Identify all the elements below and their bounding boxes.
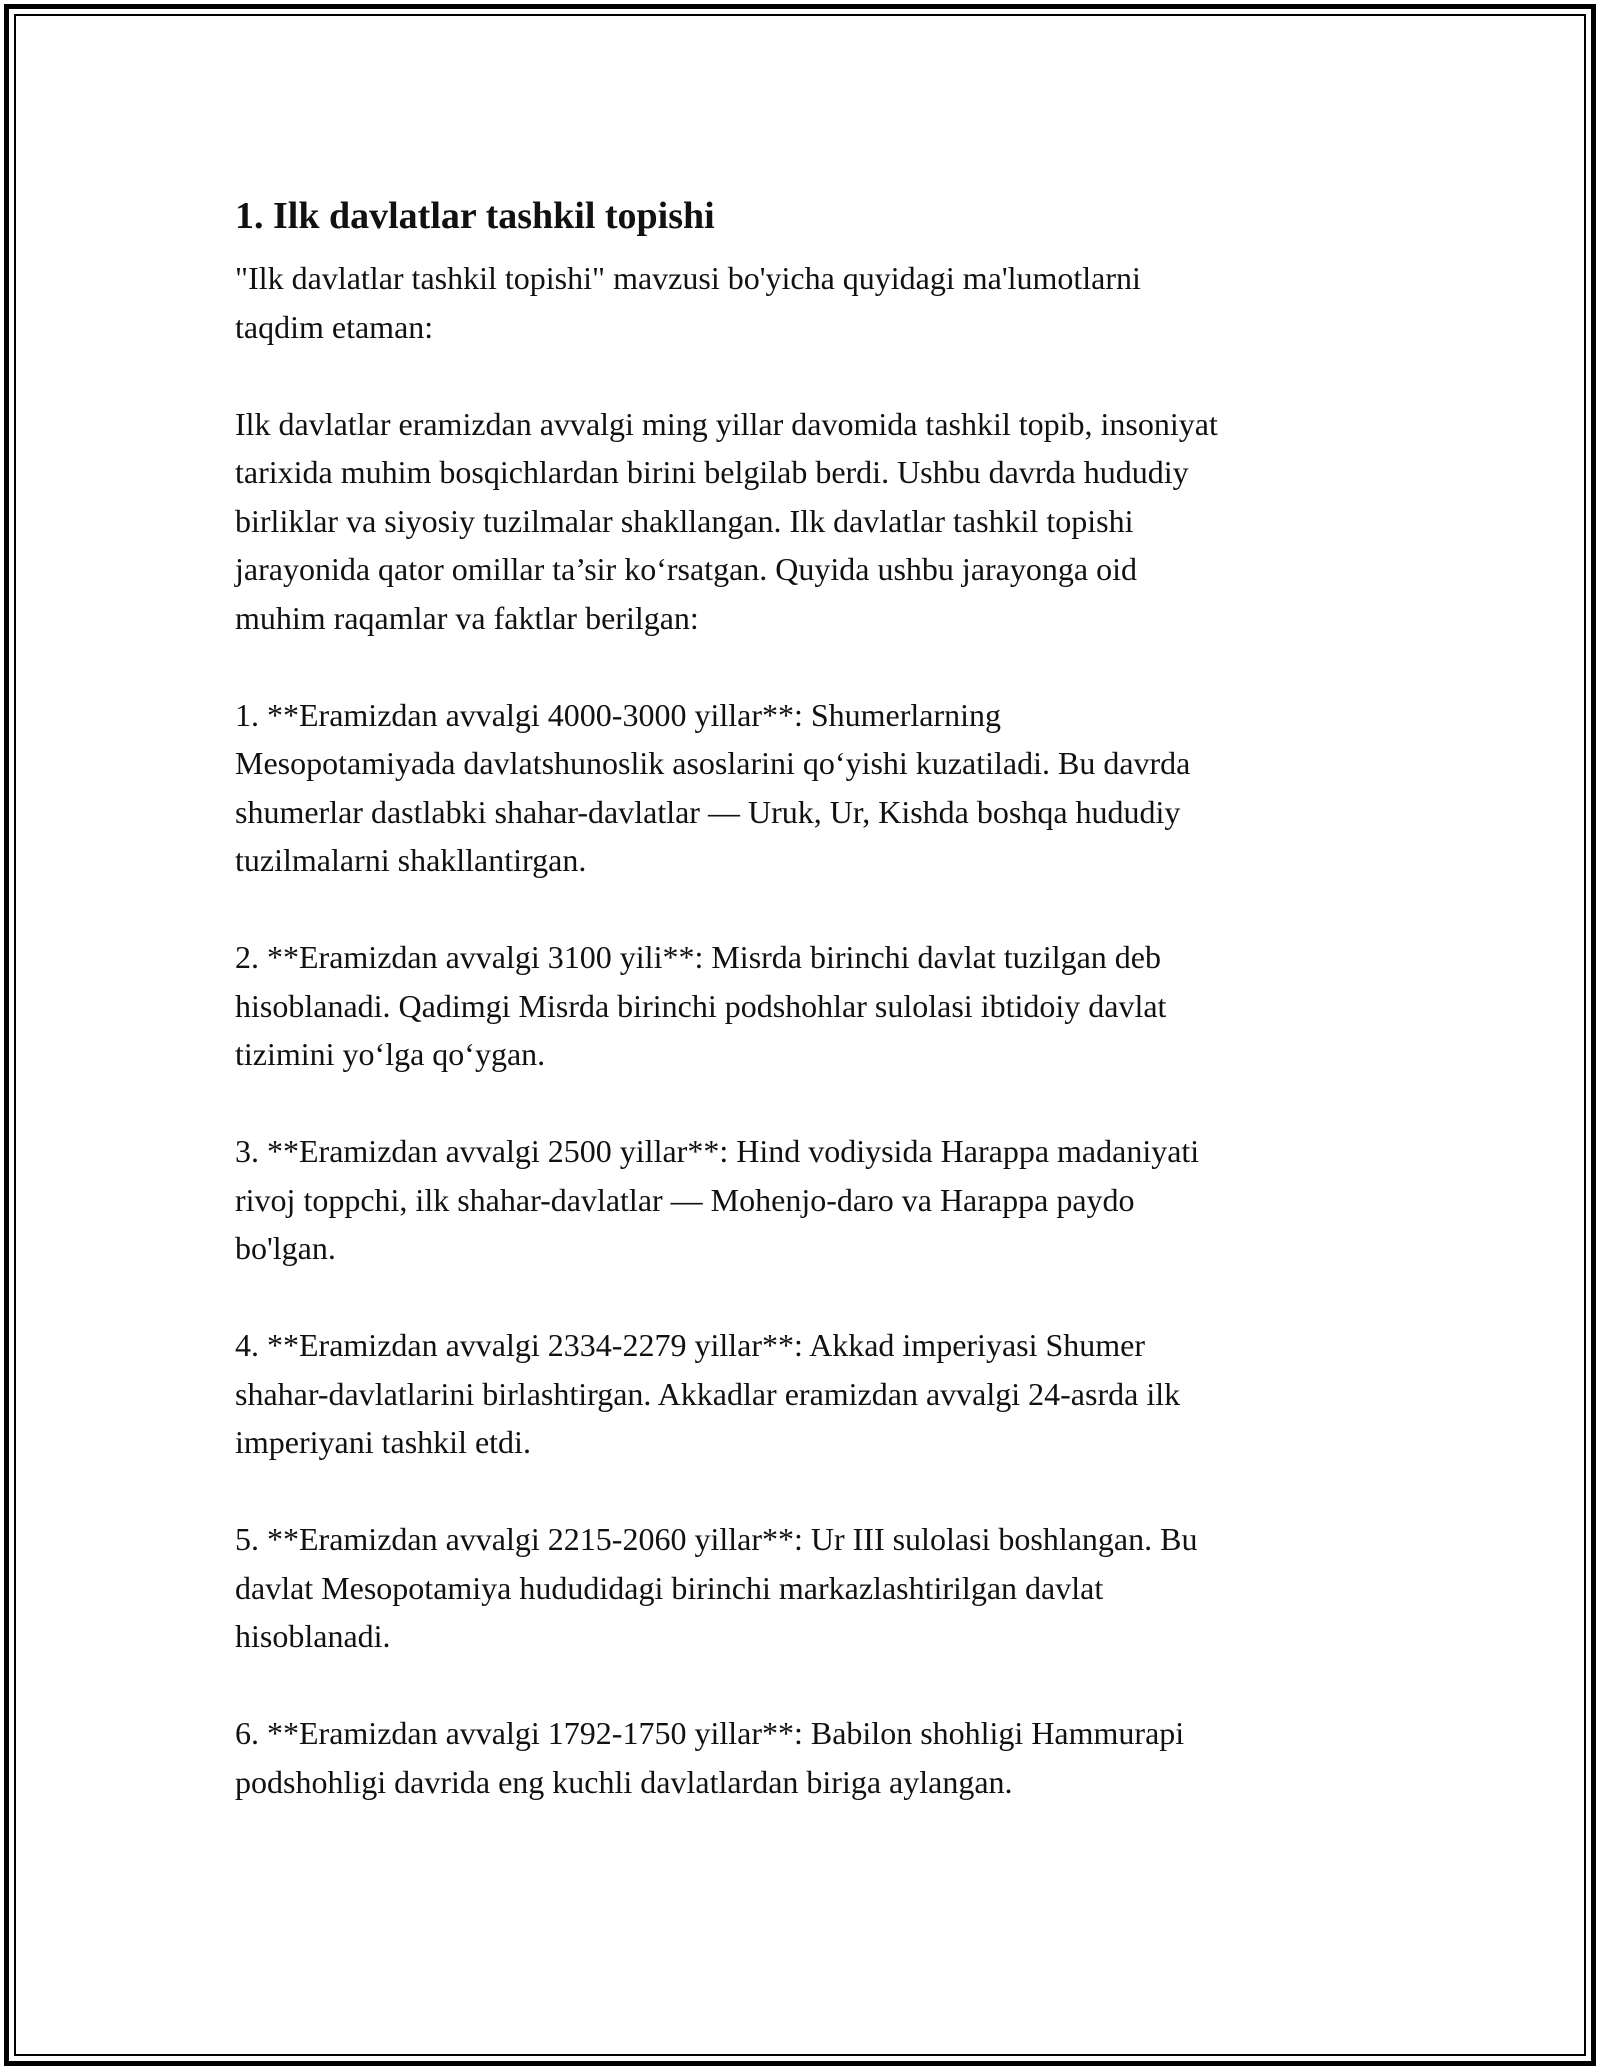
list-item-3: 3. **Eramizdan avvalgi 2500 yillar**: Hind vodiysida Harappa madaniyati rivoj toppchi, ilk shahar-davlatlar — Mohenjo-daro va Harappa paydo bo'lgan. (235, 1133, 1200, 1266)
document-body (235, 186, 1375, 1806)
list-item-5: 5. **Eramizdan avvalgi 2215-2060 yillar**: Ur III sulolasi boshlangan. Bu davlat Mesopotamiya hududidagi birinchi markazlashtirilgan davlat hisoblanadi. (235, 1521, 1198, 1654)
list-item-6: 6. **Eramizdan avvalgi 1792-1750 yillar**: Babilon shohligi Hammurapi podshohligi davrida eng kuchli davlatlardan biriga aylangan. (235, 1715, 1185, 1800)
list-item-1: 1. **Eramizdan avvalgi 4000-3000 yillar**: Shumerlarning Mesopotamiyada davlatshunoslik asoslarini qo‘yishi kuzatiladi. Bu davrda shumerlar dastlabki shahar-davlatlar — Uruk, Ur, Kishda boshqa hududiy tuzilmalarni shakllantirgan. (235, 696, 1191, 878)
list-item-2: 2. **Eramizdan avvalgi 3100 yili**: Misrda birinchi davlat tuzilgan deb hisoblanadi. Qadimgi Misrda birinchi podshohlar sulolasi ibtidoiy davlat tizimini yo‘lga qo‘ygan. (235, 939, 1167, 1072)
list-item-4: 4. **Eramizdan avvalgi 2334-2279 yillar**: Akkad imperiyasi Shumer shahar-davlatlarini birlashtirgan. Akkadlar eramizdan avvalgi 24-asrda ilk imperiyani tashkil etdi. (235, 1327, 1181, 1460)
intro-paragraph: "Ilk davlatlar tashkil topishi" mavzusi bo'yicha quyidagi ma'lumotlarni taqdim etaman: (235, 260, 1141, 345)
document-title: 1. Ilk davlatlar tashkil topishi (235, 195, 715, 237)
overview-paragraph: Ilk davlatlar eramizdan avvalgi ming yillar davomida tashkil topib, insoniyat tarixida muhim bosqichlardan birini belgilab berdi. Ushbu davrda hududiy birliklar va siyosiy tuzilmalar shakllangan. Ilk davlatlar tashkil topishi jarayonida qator omillar ta’sir ko‘rsatgan. Quyida ushbu jarayonga oid muhim raqamlar va faktlar berilgan: (235, 405, 1218, 636)
